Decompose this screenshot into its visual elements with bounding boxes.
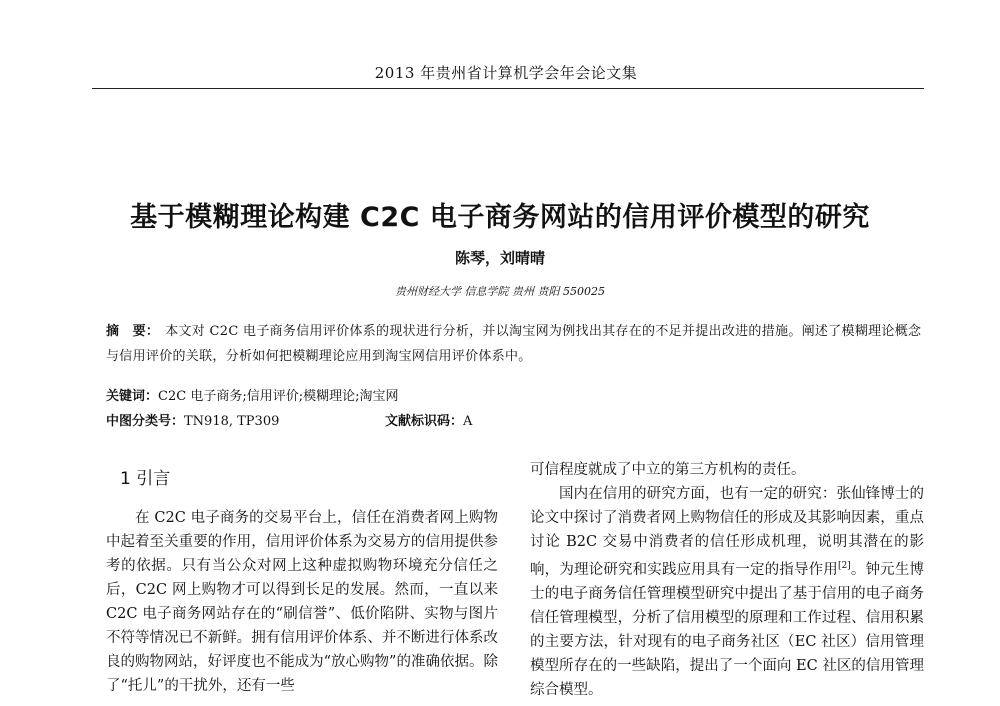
running-head: 2013 年贵州省计算机学会年会论文集 bbox=[374, 64, 638, 82]
document-code bbox=[385, 410, 472, 429]
right-paragraph-b: 。钟元生博士的电子商务信任管理模型研究中提出了基于信用的电子商务信任管理模型，分析了信用模型的原理和工作过程、信用积累的主要方法，针对现有的电子商务社区（EC 社区）信用管理模型所存在的一些缺陷，提出了一个面向 EC 社区的信用管理综合模型。 bbox=[530, 561, 925, 698]
document-code-text: A bbox=[463, 414, 473, 429]
left-paragraph: 在 C2C 电子商务的交易平台上，信任在消费者网上购物中起着至关重要的作用，信用评价体系为交易方的信用提供参考的依据。只有当公众对网上这种虚拟购物环境充分信任之后，C2C 网上购物才可以得到长足的发展。然而，一直以来 C2C 电子商务网站存在的“刷信誉”、低价陷阱、实物与图片不符等情况已不新鲜。拥有信用评价体系、并不断进行体系改良的购物网站，好评度也不能成为“放心购物”的准确依据。除了“托儿”的干扰外，还有一些 bbox=[106, 510, 498, 694]
keywords bbox=[106, 385, 398, 404]
abstract bbox=[106, 319, 924, 369]
citation: [2] bbox=[837, 561, 851, 571]
classification-text: TN918, TP309 bbox=[184, 414, 280, 429]
keywords-label: 关键词： bbox=[106, 389, 159, 404]
affiliation: 贵州财经大学 信息学院 贵州 贵阳 550025 bbox=[395, 285, 605, 298]
section-heading: 1 引言 bbox=[120, 469, 171, 489]
classification bbox=[106, 410, 279, 429]
right-paragraph-a: 国内在信用的研究方面，也有一定的研究：张仙锋博士的论文中探讨了消费者网上购物信任的形成及其影响因素，重点讨论 B2C 交易中消费者的信任形成机理，说明其潜在的影响，为理论研究和实践应用具有一定的指导作用 bbox=[530, 486, 924, 578]
authors: 陈琴，刘晴晴 bbox=[454, 249, 545, 267]
left-column bbox=[106, 506, 498, 698]
paper-title: 基于模糊理论构建 C2C 电子商务网站的信用评价模型的研究 bbox=[130, 202, 870, 233]
document-code-label: 文献标识码： bbox=[385, 414, 464, 429]
right-paragraph bbox=[530, 482, 924, 702]
right-column bbox=[530, 458, 924, 702]
classification-label: 中图分类号： bbox=[106, 414, 185, 429]
right-continuation: 可信程度就成了中立的第三方机构的责任。 bbox=[530, 462, 806, 478]
abstract-label: 摘 要： bbox=[106, 324, 160, 339]
header-rule bbox=[92, 88, 924, 89]
abstract-text: 本文对 C2C 电子商务信用评价体系的现状进行分析，并以淘宝网为例找出其存在的不足并提出改进的措施。阐述了模糊理论概念与信用评价的关联，分析如何把模糊理论应用到淘宝网信用评价体系中。 bbox=[106, 324, 922, 364]
keywords-text: C2C 电子商务;信用评价;模糊理论;淘宝网 bbox=[158, 389, 399, 404]
